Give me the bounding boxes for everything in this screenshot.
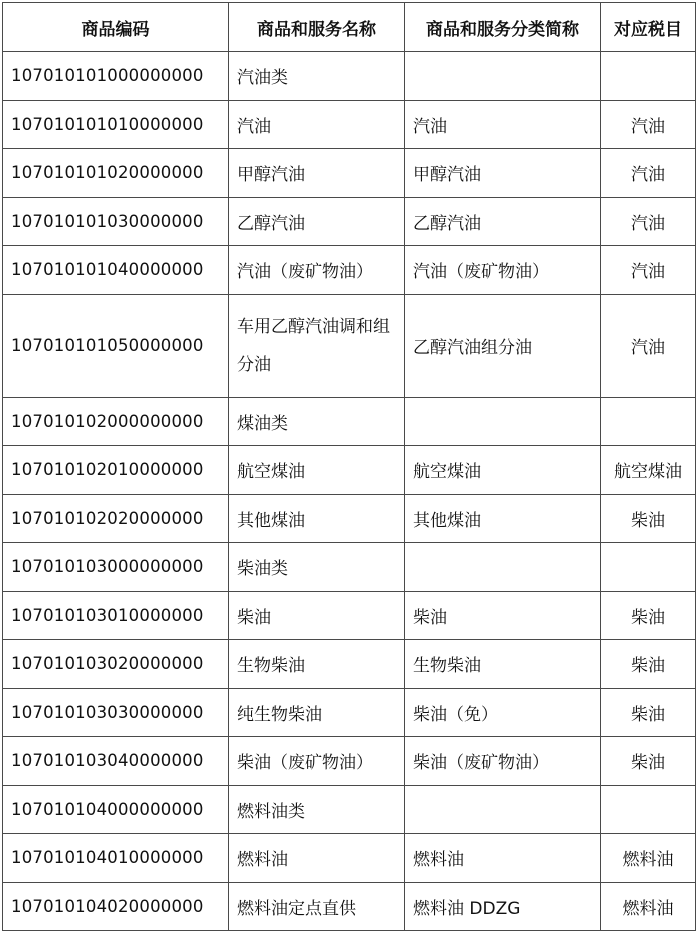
table-row: [3, 149, 696, 198]
name-cell: 甲醇汽油: [229, 149, 405, 198]
table-row: [3, 688, 696, 737]
table-row: [3, 591, 696, 640]
category-cell: 生物柴油: [405, 640, 601, 689]
table-row: [3, 446, 696, 495]
name-cell: 燃料油: [229, 834, 405, 883]
tax-item-cell: 燃料油: [601, 882, 696, 931]
name-cell: 汽油（废矿物油）: [229, 246, 405, 295]
category-cell: [405, 543, 601, 592]
code-cell: 107010104000000000: [3, 785, 229, 834]
table-row: [3, 494, 696, 543]
category-cell: 汽油（废矿物油）: [405, 246, 601, 295]
tax-item-cell: 柴油: [601, 494, 696, 543]
table-row: [3, 197, 696, 246]
tax-item-cell: [601, 397, 696, 446]
table-row: [3, 100, 696, 149]
code-cell: 107010101030000000: [3, 197, 229, 246]
tax-code-table: [2, 2, 696, 931]
table-row: [3, 834, 696, 883]
name-cell: 生物柴油: [229, 640, 405, 689]
table-row: [3, 882, 696, 931]
name-cell: 汽油: [229, 100, 405, 149]
header-category: 商品和服务分类简称: [405, 3, 601, 52]
category-cell: 柴油（免）: [405, 688, 601, 737]
code-cell: 107010102000000000: [3, 397, 229, 446]
table-row: [3, 294, 696, 397]
code-cell: 107010103010000000: [3, 591, 229, 640]
table-row: [3, 737, 696, 786]
tax-item-cell: 柴油: [601, 737, 696, 786]
code-cell: 107010101000000000: [3, 52, 229, 101]
name-cell: 柴油类: [229, 543, 405, 592]
tax-item-cell: 汽油: [601, 294, 696, 397]
category-cell: [405, 52, 601, 101]
name-cell: 柴油: [229, 591, 405, 640]
code-cell: 107010101010000000: [3, 100, 229, 149]
name-cell: 汽油类: [229, 52, 405, 101]
table-row: [3, 785, 696, 834]
category-cell: 甲醇汽油: [405, 149, 601, 198]
table-row: [3, 246, 696, 295]
category-cell: 柴油（废矿物油）: [405, 737, 601, 786]
category-cell: [405, 397, 601, 446]
tax-item-cell: 航空煤油: [601, 446, 696, 495]
code-cell: 107010103000000000: [3, 543, 229, 592]
code-cell: 107010101020000000: [3, 149, 229, 198]
tax-item-cell: 柴油: [601, 688, 696, 737]
code-cell: 107010103040000000: [3, 737, 229, 786]
tax-item-cell: [601, 785, 696, 834]
tax-item-cell: 汽油: [601, 149, 696, 198]
name-cell: 纯生物柴油: [229, 688, 405, 737]
code-cell: 107010104020000000: [3, 882, 229, 931]
header-code: 商品编码: [3, 3, 229, 52]
tax-item-cell: 柴油: [601, 591, 696, 640]
category-cell: 其他煤油: [405, 494, 601, 543]
code-cell: 107010101040000000: [3, 246, 229, 295]
code-cell: 107010102010000000: [3, 446, 229, 495]
table-row: [3, 543, 696, 592]
category-cell: 航空煤油: [405, 446, 601, 495]
name-cell: 柴油（废矿物油）: [229, 737, 405, 786]
header-row: [3, 3, 696, 52]
name-cell: 燃料油类: [229, 785, 405, 834]
category-cell: [405, 785, 601, 834]
table-row: [3, 52, 696, 101]
category-cell: 柴油: [405, 591, 601, 640]
table-row: [3, 397, 696, 446]
category-cell: 燃料油 DDZG: [405, 882, 601, 931]
category-cell: 乙醇汽油组分油: [405, 294, 601, 397]
tax-item-cell: 柴油: [601, 640, 696, 689]
code-cell: 107010103020000000: [3, 640, 229, 689]
header-tax-item: 对应税目: [601, 3, 696, 52]
category-cell: 汽油: [405, 100, 601, 149]
tax-item-cell: 燃料油: [601, 834, 696, 883]
name-cell: 其他煤油: [229, 494, 405, 543]
code-cell: 107010101050000000: [3, 294, 229, 397]
name-cell: 燃料油定点直供: [229, 882, 405, 931]
tax-item-cell: [601, 543, 696, 592]
name-cell: 航空煤油: [229, 446, 405, 495]
tax-item-cell: 汽油: [601, 100, 696, 149]
name-cell: 乙醇汽油: [229, 197, 405, 246]
tax-item-cell: 汽油: [601, 197, 696, 246]
tax-item-cell: 汽油: [601, 246, 696, 295]
code-cell: 107010102020000000: [3, 494, 229, 543]
name-cell: 煤油类: [229, 397, 405, 446]
tax-item-cell: [601, 52, 696, 101]
header-name: 商品和服务名称: [229, 3, 405, 52]
table-row: [3, 640, 696, 689]
name-cell: 车用乙醇汽油调和组分油: [229, 294, 405, 397]
category-cell: 乙醇汽油: [405, 197, 601, 246]
code-cell: 107010104010000000: [3, 834, 229, 883]
code-cell: 107010103030000000: [3, 688, 229, 737]
category-cell: 燃料油: [405, 834, 601, 883]
